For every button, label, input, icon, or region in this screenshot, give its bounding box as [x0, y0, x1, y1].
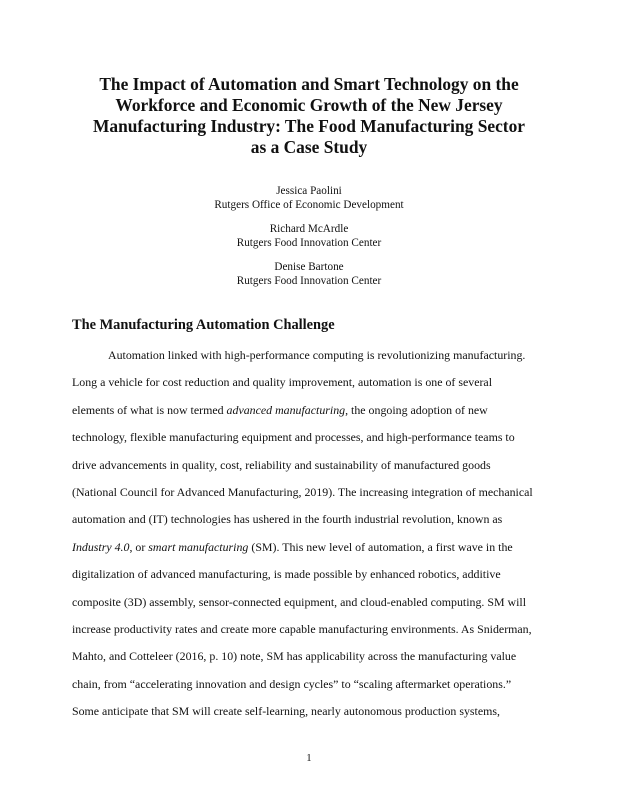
author-block [60, 222, 558, 250]
emphasis-term: advanced manufacturing [226, 402, 346, 417]
body-line: Long a vehicle for cost reduction and quality improvement, automation is one of several [72, 375, 493, 390]
text-run: , the ongoing adoption of new [345, 402, 488, 417]
author-name: Richard McArdle [269, 223, 349, 235]
body-line: automation and (IT) technologies has ushered in the fourth industrial revolution, known as [72, 512, 503, 527]
title-line: as a Case Study [250, 137, 368, 157]
text-run: elements of what is now termed [72, 402, 227, 417]
title-line: The Impact of Automation and Smart Technology on the [99, 74, 519, 94]
body-line: digitalization of advanced manufacturing, is made possible by enhanced robotics, additive [72, 567, 501, 582]
body-line: increase productivity rates and create more capable manufacturing environments. As Sniderman, [72, 621, 532, 636]
author-list [60, 184, 558, 298]
body-line [72, 400, 550, 427]
body-line: Automation linked with high-performance computing is revolutionizing manufacturing. [108, 348, 526, 362]
author-block [60, 184, 558, 212]
paper-title [60, 74, 558, 158]
body-line: Mahto, and Cotteleer (2016, p. 10) note, SM has applicability across the manufacturing value [72, 649, 517, 664]
emphasis-term: smart manufacturing [148, 539, 249, 554]
author-affiliation: Rutgers Food Innovation Center [236, 237, 382, 249]
author-affiliation: Rutgers Office of Economic Development [214, 199, 404, 211]
section-heading: The Manufacturing Automation Challenge [72, 317, 335, 333]
title-line: Manufacturing Industry: The Food Manufacturing Sector [92, 116, 526, 136]
body-line: technology, flexible manufacturing equipment and processes, and high-performance teams to [72, 430, 515, 445]
body-line: composite (3D) assembly, sensor-connected equipment, and cloud-enabled computing. SM will [72, 594, 527, 609]
body-line: (National Council for Advanced Manufacturing, 2019). The increasing integration of mechanical [72, 484, 533, 499]
body-paragraph [72, 345, 550, 728]
author-name: Denise Bartone [274, 261, 344, 273]
title-line: Workforce and Economic Growth of the New Jersey [115, 95, 503, 115]
body-line: chain, from “accelerating innovation and design cycles” to “scaling aftermarket operations.” [72, 676, 512, 691]
emphasis-term: Industry 4.0 [72, 539, 130, 554]
author-affiliation: Rutgers Food Innovation Center [236, 275, 382, 287]
body-line [72, 537, 550, 564]
body-line: Some anticipate that SM will create self-learning, nearly autonomous production systems, [72, 704, 500, 719]
text-run: , or [129, 539, 149, 554]
page-number: 1 [306, 752, 312, 764]
author-name: Jessica Paolini [276, 185, 342, 197]
body-line: drive advancements in quality, cost, reliability and sustainability of manufactured goods [72, 457, 491, 472]
text-run: (SM). This new level of automation, a first wave in the [248, 539, 513, 554]
author-block [60, 260, 558, 288]
